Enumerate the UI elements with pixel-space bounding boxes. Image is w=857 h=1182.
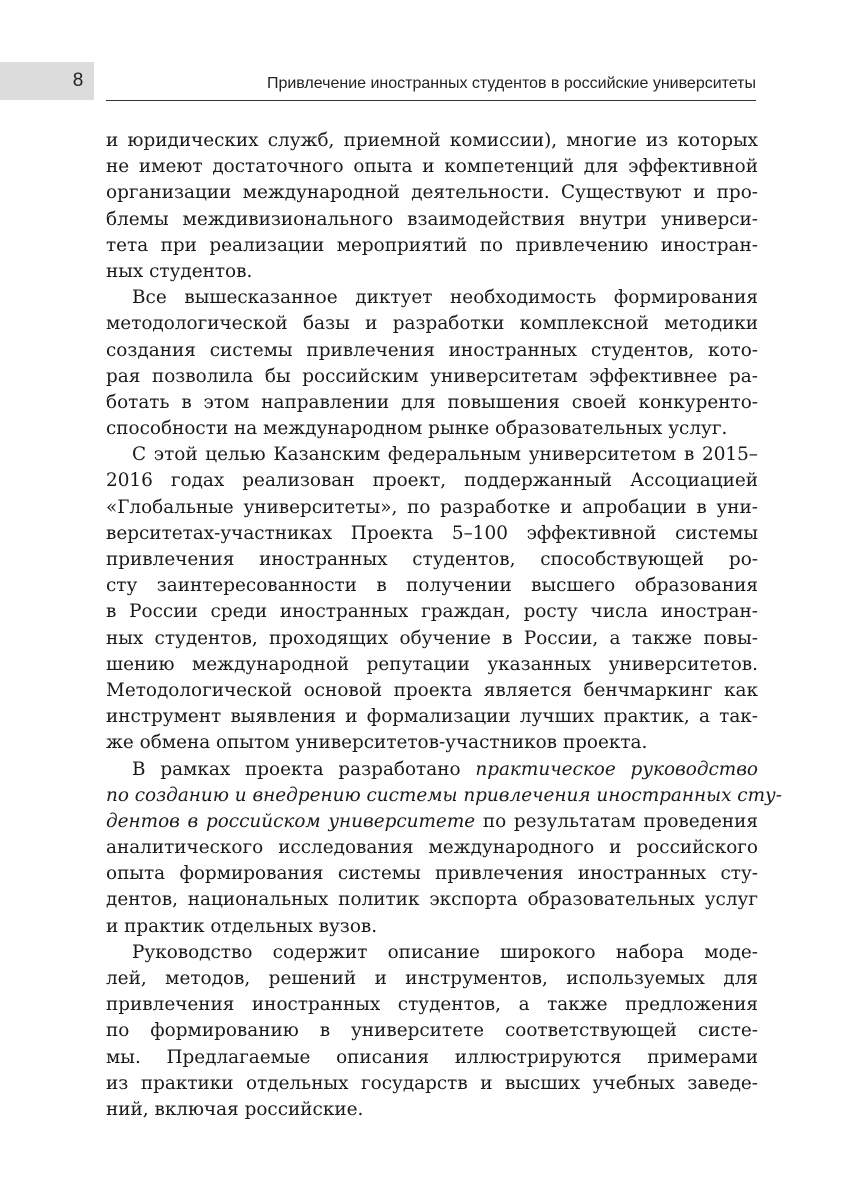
text-line: организации международной деятельности. Существуют и про- <box>106 182 758 204</box>
text-line: ботать в этом направлении для повышения своей конкуренто- <box>106 391 758 413</box>
text-line: «Глобальные университеты», по разработке и апробации в уни- <box>106 496 758 518</box>
page-number: 8 <box>72 70 84 91</box>
text-line: опыта формирования системы привлечения иностранных сту- <box>106 863 758 885</box>
text-line: аналитического исследования международного и российского <box>106 837 758 859</box>
text-line: Все вышесказанное диктует необходимость формирования <box>132 287 758 309</box>
text-line: и практик отдельных вузов. <box>106 915 378 937</box>
text-line: по формированию в университете соответствующей систе- <box>106 1020 758 1042</box>
paragraph-4 <box>106 757 782 940</box>
text-line: ных студентов. <box>106 260 253 282</box>
text-line: ний, включая российские. <box>106 1098 364 1120</box>
text-line: сту заинтересованности в получении высшего образования <box>106 575 758 597</box>
text-line: лей, методов, решений и инструментов, используемых для <box>106 968 758 989</box>
text-line: из практики отдельных государств и высших учебных заведе- <box>106 1072 758 1094</box>
text-line: верситетах-участниках Проекта 5–100 эффективной системы <box>106 522 758 544</box>
text-line: дентов, национальных политик экспорта образовательных услуг <box>106 889 758 911</box>
text-line: блемы междивизионального взаимодействия внутри универси- <box>106 208 758 230</box>
text-run: В рамках проекта разработано <box>132 758 476 780</box>
text-line: ных студентов, проходящих обучение в России, а также повы- <box>106 627 758 649</box>
text-line <box>106 757 758 783</box>
text-line: С этой целью Казанским федеральным университетом в 2015– <box>132 444 758 466</box>
paragraph-1 <box>106 128 758 285</box>
text-line: мы. Предлагаемые описания иллюстрируются примерами <box>106 1046 758 1068</box>
text-line: и юридических служб, приемной комиссии), многие из которых <box>106 130 758 151</box>
text-line: не имеют достаточного опыта и компетенций для эффективной <box>106 156 758 178</box>
text-line: рая позволила бы российским университетам эффективнее ра- <box>106 365 758 387</box>
paragraph-2 <box>106 285 758 442</box>
italic-run: практическое руководство <box>475 758 758 780</box>
text-line <box>106 809 758 835</box>
italic-run: дентов в российском университете <box>106 810 476 832</box>
text-line: привлечения иностранных студентов, а также предложения <box>106 994 758 1016</box>
text-line: Руководство содержит описание широкого набора моде- <box>132 941 758 963</box>
text-line: в России среди иностранных граждан, росту числа иностран- <box>106 601 758 623</box>
header-rule <box>106 100 756 101</box>
paragraph-3 <box>106 442 758 756</box>
text-line: шению международной репутации указанных университетов. <box>106 653 758 675</box>
body-text <box>106 128 782 1123</box>
text-line: способности на международном рынке образовательных услуг. <box>106 418 728 440</box>
text-line: привлечения иностранных студентов, способствующей ро- <box>106 549 758 570</box>
text-line: по созданию и внедрению системы привлечения иностранных сту- <box>106 784 782 806</box>
text-line: создания системы привлечения иностранных студентов, кото- <box>106 339 758 361</box>
running-title: Привлечение иностранных студентов в российские университеты <box>266 75 756 92</box>
paragraph-5 <box>106 940 758 1123</box>
text-run: по результатам проведения <box>475 810 758 832</box>
text-line: методологической базы и разработки комплексной методики <box>106 313 758 335</box>
text-line: инструмент выявления и формализации лучших практик, а так- <box>106 706 758 728</box>
text-line: тета при реализации мероприятий по привлечению иностран- <box>106 234 758 256</box>
text-line: Методологической основой проекта является бенчмаркинг как <box>106 679 758 701</box>
text-line: 2016 годах реализован проект, поддержанный Ассоциацией <box>106 470 758 492</box>
text-line: же обмена опытом университетов-участников проекта. <box>106 732 648 754</box>
